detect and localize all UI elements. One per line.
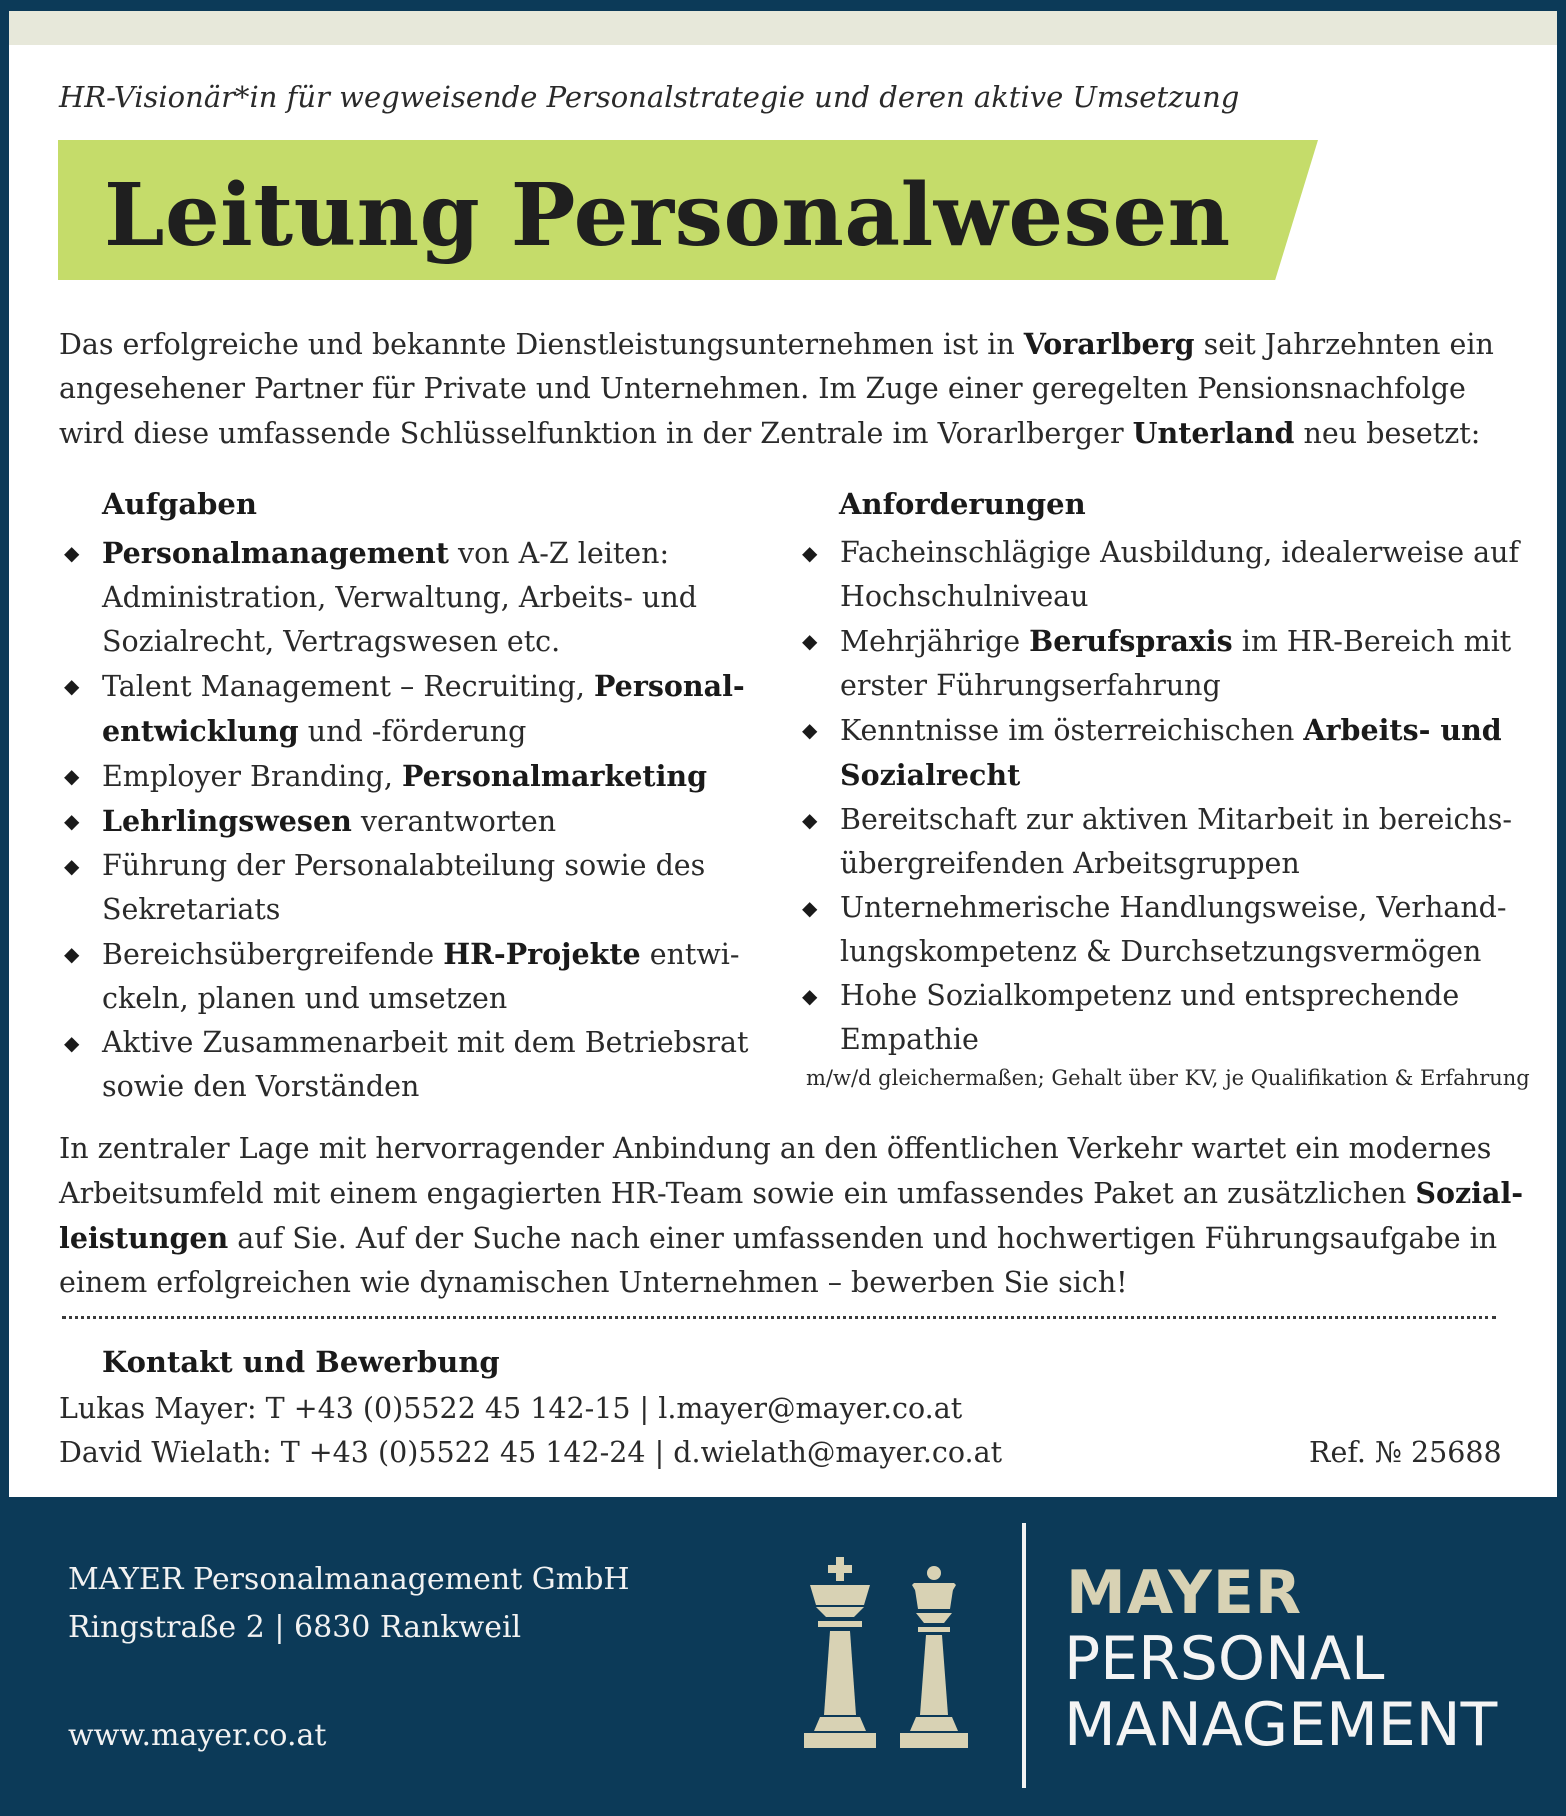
- closing-text: Arbeitsumfeld mit einem engagierten HR-Team sowie ein umfassendes Paket an zusätzlichen: [59, 1177, 1416, 1210]
- diamond-bullet-icon: ◆: [64, 541, 80, 565]
- item-text: lungskompetenz & Durchsetzungsvermögen: [840, 935, 1482, 968]
- intro-area: Unterland: [1132, 416, 1295, 450]
- item-bold: entwicklung: [102, 714, 299, 748]
- requirements-heading: Anforderungen: [839, 487, 1086, 521]
- list-item: [59, 754, 779, 799]
- item-text: entwi-: [640, 938, 740, 971]
- list-item: [59, 799, 779, 844]
- item-bold: Personalmanagement: [102, 536, 449, 570]
- logo-wordmark-management: MANAGEMENT: [1064, 1690, 1498, 1760]
- item-text: und -förderung: [298, 715, 527, 748]
- diamond-bullet-icon: ◆: [802, 896, 818, 920]
- item-text: Sozialrecht, Vertragswesen etc.: [102, 625, 561, 658]
- list-item: [59, 844, 779, 932]
- item-bold: Personal-: [594, 669, 745, 703]
- intro-text: neu besetzt:: [1294, 417, 1481, 450]
- item-text: Hohe Sozialkompetenz und entsprechende: [840, 979, 1460, 1012]
- closing-text: In zentraler Lage mit hervorragender Anbindung an den öffentlichen Verkehr wartet ein modernes: [59, 1132, 1492, 1165]
- top-band: [9, 11, 1557, 45]
- item-text: erster Führungserfahrung: [840, 669, 1221, 702]
- intro-paragraph: [59, 322, 1519, 456]
- item-text: Sekretariats: [102, 893, 281, 926]
- list-item: [797, 708, 1527, 798]
- item-text: im HR-Bereich mit: [1232, 625, 1512, 658]
- closing-paragraph: [59, 1127, 1524, 1305]
- contact-lukas-mayer[interactable]: Lukas Mayer: T +43 (0)5522 45 142-15 | l.mayer@mayer.co.at: [59, 1392, 963, 1425]
- list-item: [797, 619, 1527, 708]
- logo-wordmark-personal: PERSONAL: [1064, 1624, 1385, 1694]
- diamond-bullet-icon: ◆: [802, 808, 818, 832]
- list-item: [797, 798, 1527, 886]
- item-text: Facheinschlägige Ausbildung, idealerweise auf: [840, 536, 1520, 569]
- logo-wordmark-mayer: MAYER: [1066, 1558, 1303, 1628]
- requirements-list: [797, 531, 1527, 1062]
- contact-david-wielath[interactable]: David Wielath: T +43 (0)5522 45 142-24 | d.wielath@mayer.co.at: [59, 1436, 1003, 1469]
- list-item: [797, 886, 1527, 974]
- job-title: Leitung Personalwesen: [104, 165, 1231, 266]
- item-text: Employer Branding,: [102, 760, 402, 793]
- item-text: ckeln, planen und umsetzen: [102, 982, 508, 1015]
- item-text: Unternehmerische Handlungsweise, Verhand-: [840, 891, 1507, 924]
- diamond-bullet-icon: ◆: [802, 984, 818, 1008]
- item-text: Administration, Verwaltung, Arbeits- und: [102, 581, 697, 614]
- list-item: [59, 932, 779, 1021]
- item-text: sowie den Vorständen: [102, 1070, 420, 1103]
- item-text: Empathie: [840, 1023, 979, 1056]
- item-bold: Berufspraxis: [1029, 624, 1233, 658]
- reference-number: Ref. № 25688: [1309, 1436, 1502, 1469]
- list-item: [59, 1021, 779, 1109]
- tasks-heading: Aufgaben: [102, 487, 257, 521]
- item-bold: Sozialrecht: [840, 758, 1021, 792]
- item-text: verantworten: [351, 805, 557, 838]
- intro-text: Das erfolgreiche und bekannte Dienstleistungsunternehmen ist in: [59, 328, 1024, 361]
- intro-text: angesehener Partner für Private und Unternehmen. Im Zuge einer geregelten Pensionsnachfolge: [59, 372, 1466, 405]
- company-address: Ringstraße 2 | 6830 Rankweil: [68, 1610, 522, 1645]
- item-text: Kenntnisse im österreichischen: [840, 714, 1304, 747]
- closing-text: auf Sie. Auf der Suche nach einer umfassenden und hochwertigen Führungsaufgabe in: [228, 1222, 1498, 1255]
- salary-note: m/w/d gleichermaßen; Gehalt über KV, je Qualifikation & Erfahrung: [806, 1066, 1530, 1090]
- intro-text: seit Jahrzehnten ein: [1194, 328, 1494, 361]
- company-website-link[interactable]: www.mayer.co.at: [68, 1718, 327, 1753]
- list-item: [797, 531, 1527, 619]
- list-item: [797, 974, 1527, 1062]
- dotted-divider: [62, 1316, 1496, 1319]
- item-bold: Lehrlingswesen: [102, 804, 352, 838]
- item-text: von A-Z leiten:: [448, 537, 670, 570]
- item-text: Talent Management – Recruiting,: [102, 670, 595, 703]
- diamond-bullet-icon: ◆: [802, 541, 818, 565]
- list-item: [59, 531, 779, 664]
- closing-bold: Sozial-: [1415, 1176, 1524, 1210]
- company-name: MAYER Personalmanagement GmbH: [68, 1562, 630, 1597]
- closing-text: einem erfolgreichen wie dynamischen Unternehmen – bewerben Sie sich!: [59, 1266, 1128, 1299]
- tasks-list: [59, 531, 779, 1109]
- contact-heading: Kontakt und Bewerbung: [102, 1345, 500, 1379]
- item-text: Bereichsübergreifende: [102, 938, 444, 971]
- diamond-bullet-icon: ◆: [64, 854, 80, 878]
- diamond-bullet-icon: ◆: [802, 629, 818, 653]
- intro-region: Vorarlberg: [1023, 327, 1195, 361]
- item-text: Aktive Zusammenarbeit mit dem Betriebsrat: [102, 1026, 749, 1059]
- item-text: Mehrjährige: [840, 625, 1030, 658]
- list-item: [59, 664, 779, 754]
- item-bold: Personalmarketing: [402, 759, 708, 793]
- item-bold: Arbeits- und: [1303, 713, 1502, 747]
- diamond-bullet-icon: ◆: [802, 718, 818, 742]
- closing-bold: leistungen: [59, 1221, 229, 1255]
- diamond-bullet-icon: ◆: [64, 809, 80, 833]
- diamond-bullet-icon: ◆: [64, 942, 80, 966]
- tagline: HR-Visionär*in für wegweisende Personalstrategie und deren aktive Umsetzung: [59, 80, 1240, 114]
- item-text: Führung der Personalabteilung sowie des: [102, 849, 706, 882]
- item-text: Hochschulniveau: [840, 580, 1089, 613]
- item-text: übergreifenden Arbeitsgruppen: [840, 847, 1300, 880]
- diamond-bullet-icon: ◆: [64, 764, 80, 788]
- diamond-bullet-icon: ◆: [64, 1031, 80, 1055]
- chess-pieces-icon: [800, 1555, 985, 1750]
- logo-divider: [1022, 1523, 1026, 1788]
- diamond-bullet-icon: ◆: [64, 674, 80, 698]
- intro-text: wird diese umfassende Schlüsselfunktion in der Zentrale im Vorarlberger: [59, 417, 1133, 450]
- item-text: Bereitschaft zur aktiven Mitarbeit in bereichs-: [840, 803, 1513, 836]
- item-bold: HR-Projekte: [443, 937, 641, 971]
